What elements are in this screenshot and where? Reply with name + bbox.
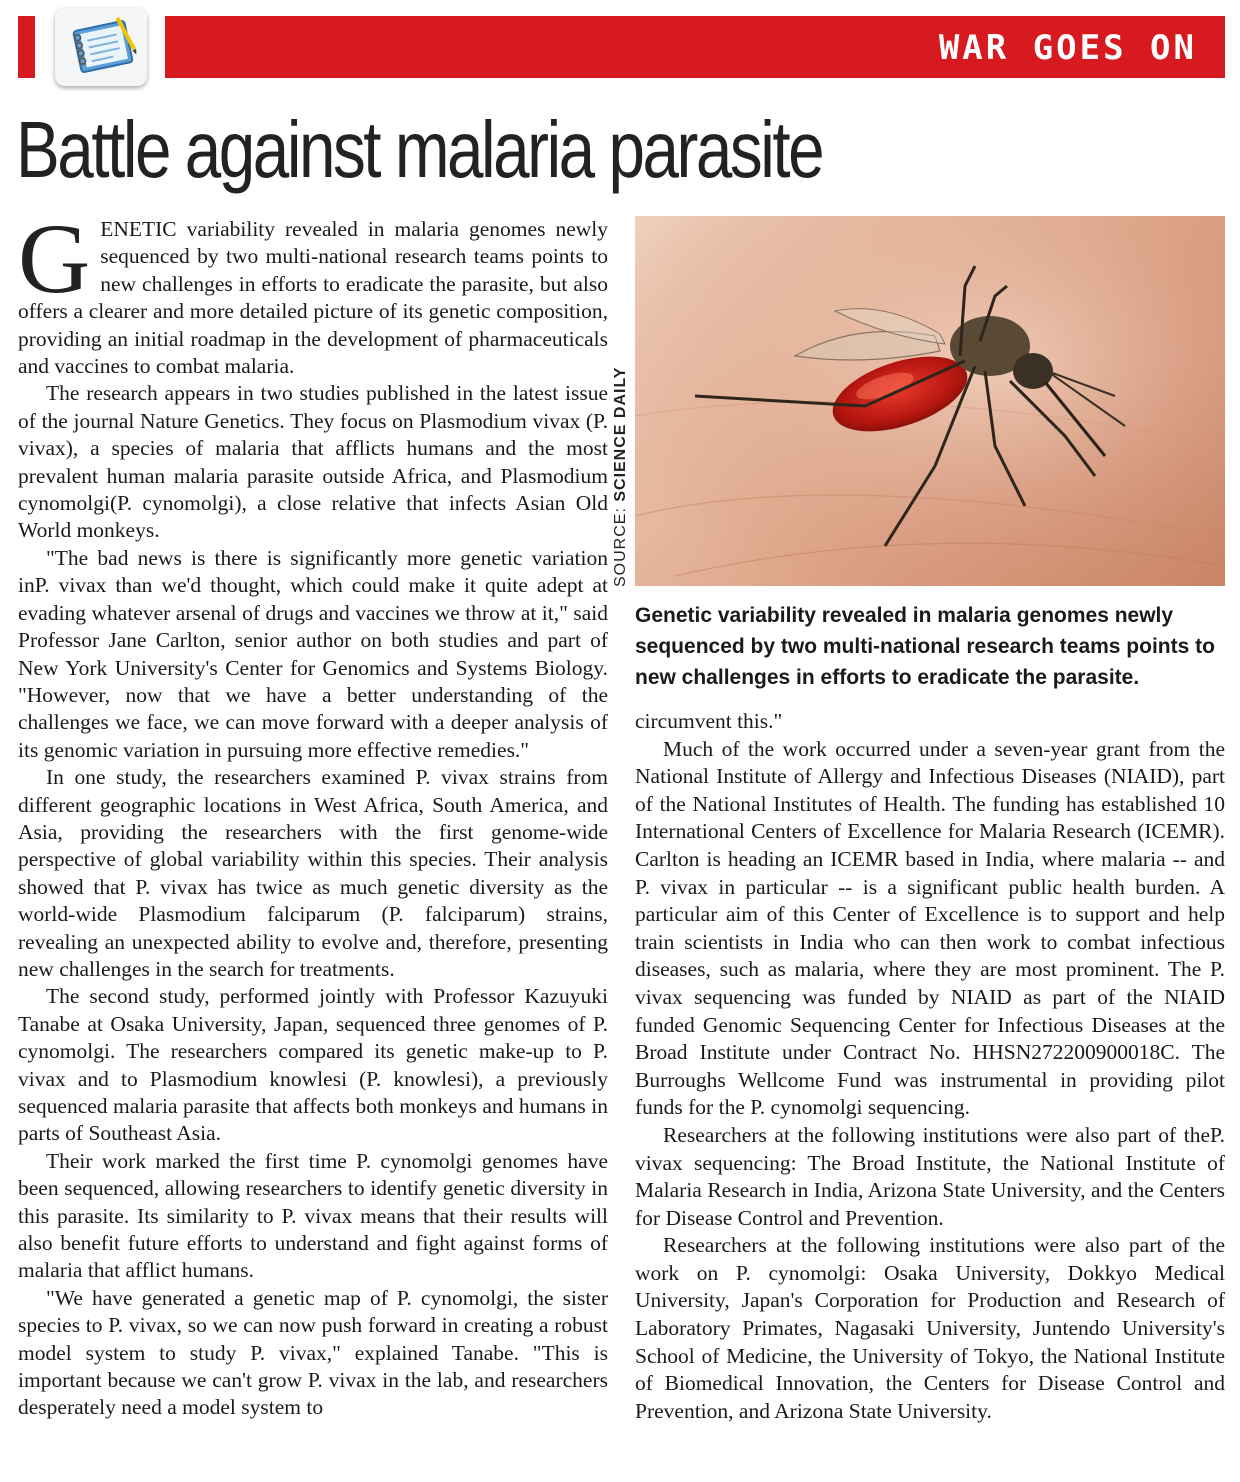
article-column-left bbox=[18, 203, 608, 1422]
drop-cap: G bbox=[18, 203, 91, 314]
article-paragraph bbox=[18, 203, 608, 380]
left-accent-stripe bbox=[18, 16, 35, 78]
photo-source-credit bbox=[609, 217, 633, 587]
article-paragraph: "The bad news is there is significantly more genetic variation inP. vivax than we'd thought, which could make it quite adept at evading whatever arsenal of drugs and vaccines we throw at it," said Professor Jane Carlton, senior author on both studies and part of New York University's Center for Genomics and Systems Biology. "However, now that we have a better understanding of the challenges we face, we can move forward with a deeper analysis of its genomic variation in pursuing more effective remedies." bbox=[18, 545, 608, 762]
article-paragraph: Researchers at the following institutions were also part of theP. vivax sequencing: The Broad Institute, the National Institute of Malaria Research in India, Arizona State University, and the Centers for Disease Control and Prevention. bbox=[635, 1122, 1225, 1230]
article-paragraph: Their work marked the first time P. cynomolgi genomes have been sequenced, allowing researchers to identify genetic diversity in this parasite. Its similarity to P. vivax means that their results will also benefit future efforts to understand and fight against forms of malaria that afflict humans. bbox=[18, 1148, 608, 1283]
notebook-icon bbox=[55, 8, 147, 86]
article-paragraph: circumvent this." bbox=[635, 709, 783, 733]
photo-caption: Genetic variability revealed in malaria genomes newly sequenced by two multi-national research teams points to new challenges in efforts to eradicate the parasite. bbox=[635, 604, 1215, 689]
mosquito-photo bbox=[635, 216, 1225, 586]
article-paragraph: "We have generated a genetic map of P. cynomolgi, the sister species to P. vivax, so we can now push forward in creating a robust model system to study P. vivax," explained Tanabe. "This is important because we can't grow P. vivax in the lab, and researchers desperately need a model system to bbox=[18, 1285, 608, 1420]
article-paragraph: In one study, the researchers examined P. vivax strains from different geographic locations in West Africa, South America, and Asia, providing the researchers with the first genome-wide perspective of global variability within this species. Their analysis showed that P. vivax has twice as much genetic diversity as the world-wide Plasmodium falciparum (P. falciparum) strains, revealing an unexpected ability to evolve and, therefore, presenting new challenges in the search for treatments. bbox=[18, 765, 608, 981]
section-banner-title: WAR GOES ON bbox=[938, 28, 1197, 68]
headline: Battle against malaria parasite bbox=[16, 105, 823, 194]
article-paragraph: The second study, performed jointly with Professor Kazuyuki Tanabe at Osaka University, Japan, sequenced three genomes of P. cynomolgi. The researchers compared its genetic make-up to P. vivax and to Plasmodium knowlesi (P. knowlesi), a previously sequenced malaria parasite that affects both monkeys and humans in parts of Southeast Asia. bbox=[18, 984, 608, 1146]
paragraph-text: ENETIC variability revealed in malaria genomes newly sequenced by two multi-national research teams points to new challenges in efforts to eradicate the parasite, but also offers a clearer and more detailed picture of its genetic composition, providing an initial roadmap in the development of pharmaceuticals and vaccines to combat malaria. bbox=[18, 217, 608, 379]
article-paragraph: Researchers at the following institutions were also part of the work on P. cynomolgi: Osaka University, Dokkyo Medical University, Japan's Corporation for Production and Research of Laboratory Primates, Nagasaki University, Juntendo University's School of Medicine, the University of Tokyo, the National Institute of Biomedical Innovation, the Centers for Disease Control and Prevention, and Arizona State University. bbox=[635, 1233, 1225, 1423]
article-column-right bbox=[635, 708, 1225, 1425]
section-banner bbox=[165, 16, 1225, 78]
source-name: SCIENCE DAILY bbox=[612, 366, 629, 502]
source-label: SOURCE: bbox=[612, 501, 629, 587]
article-paragraph: The research appears in two studies published in the latest issue of the journal Nature Genetics. They focus on Plasmodium vivax (P. vivax), a species of malaria that afflicts humans and the most prevalent human malaria parasite outside Africa, and Plasmodium cynomolgi(P. cynomolgi), a close relative that infects Asian Old World monkeys. bbox=[18, 381, 608, 543]
article-paragraph: Much of the work occurred under a seven-year grant from the National Institute of Allergy and Infectious Diseases (NIAID), part of the National Institutes of Health. The funding has established 10 International Centers of Excellence for Malaria Research (ICEMR). Carlton is heading an ICEMR based in India, where malaria -- and P. vivax in particular -- is a significant public health burden. A particular aim of this Center of Excellence is to support and help train scientists in India who can then work to combat infectious diseases, such as malaria, where they are most prominent. The P. vivax sequencing was funded by NIAID as part of the NIAID funded Genomic Sequencing Center for Infectious Diseases at the Broad Institute under Contract No. HHSN272200900018C. The Burroughs Wellcome Fund was instrumental in providing pilot funds for the P. cynomolgi sequencing. bbox=[635, 736, 1225, 1120]
